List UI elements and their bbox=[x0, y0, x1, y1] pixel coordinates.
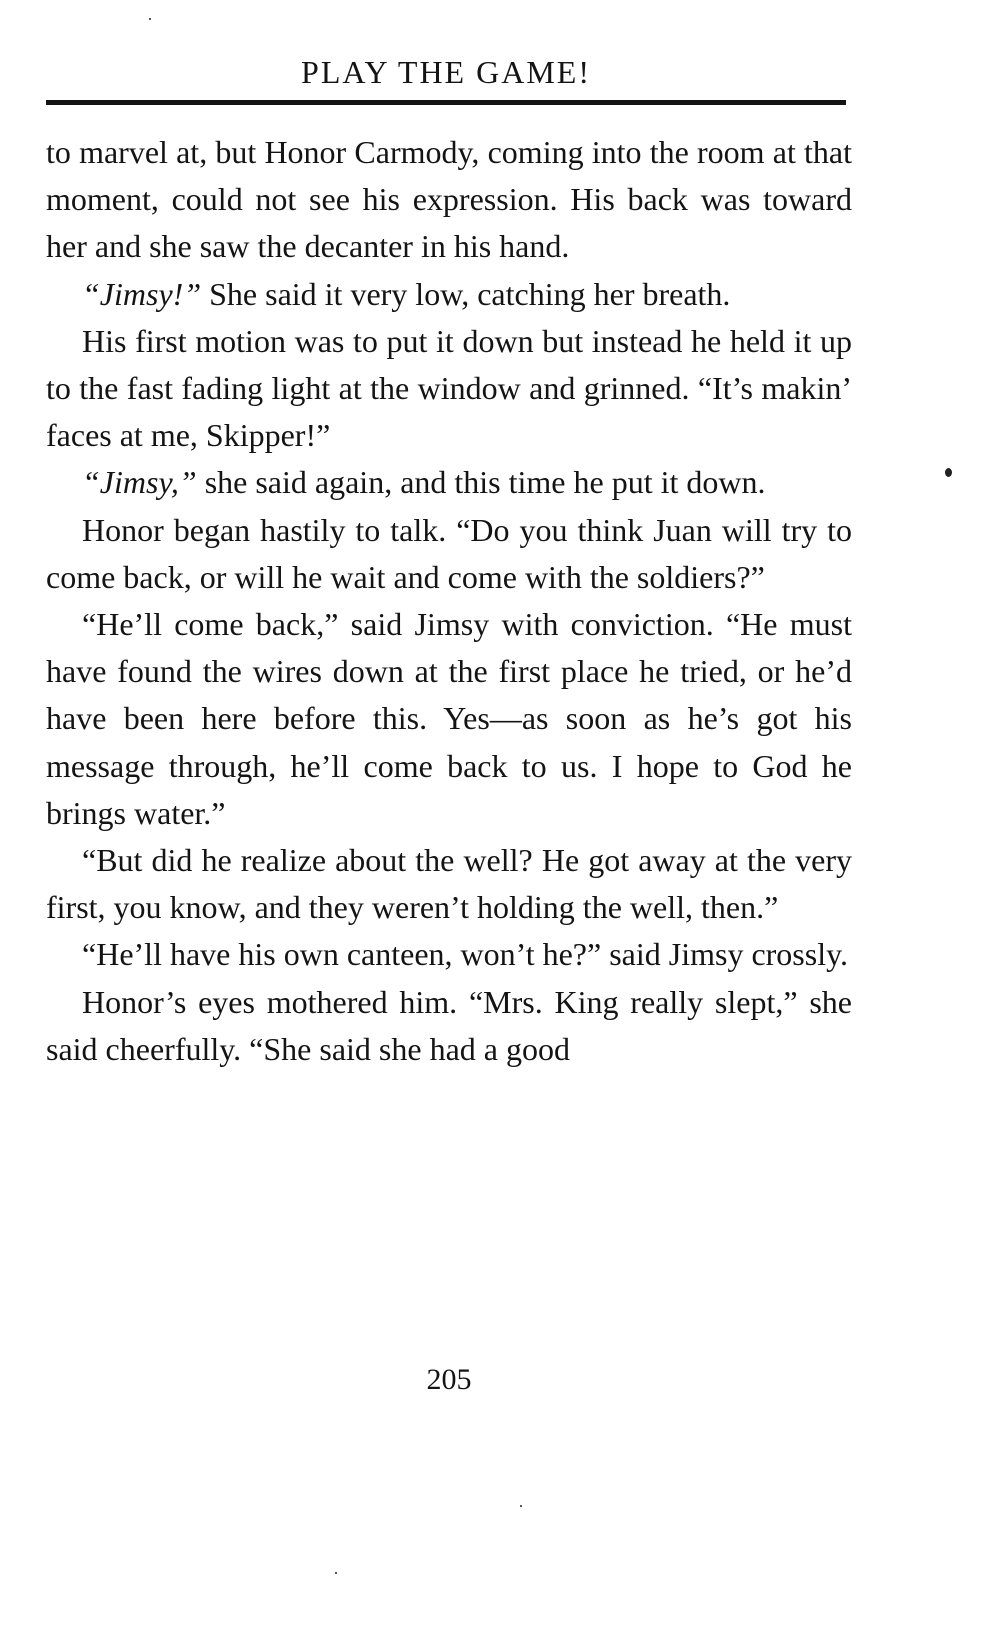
paragraph: to marvel at, but Honor Carmody, coming into the room at that moment, could not see his expression. His back was toward her and she saw the decanter in his hand. bbox=[46, 134, 852, 265]
paragraph bbox=[46, 459, 852, 506]
page-number: 205 bbox=[426, 1363, 472, 1396]
ink-speck bbox=[335, 1572, 337, 1574]
ink-speck bbox=[520, 1505, 522, 1507]
ink-speck bbox=[149, 18, 151, 20]
italic-speech: “Jimsy,” bbox=[82, 464, 197, 501]
paragraph-text: She said it very low, catching her breath. bbox=[201, 275, 731, 312]
italic-speech: “Jimsy!” bbox=[82, 275, 202, 312]
paragraph: His first motion was to put it down but instead he held it up to the fast fading light at the window and grinned. “It’s makin’ faces at me, Skipper!” bbox=[46, 322, 852, 454]
paragraph: “But did he realize about the well? He got away at the very first, you know, and they weren’t holding the well, then.” bbox=[46, 842, 852, 926]
body-text bbox=[46, 129, 852, 1073]
ink-speck bbox=[945, 468, 952, 477]
paragraph bbox=[46, 271, 852, 318]
header-rule bbox=[46, 100, 846, 105]
paragraph: Honor began hastily to talk. “Do you think Juan will try to come back, or will he wait and come with the soldiers?” bbox=[46, 511, 852, 595]
paragraph: “He’ll come back,” said Jimsy with conviction. “He must have found the wires down at the first place he tried, or he’d have been here before this. Yes—as soon as he’s got his message through, he’ll come back to us. I hope to God he brings water.” bbox=[46, 606, 852, 831]
paragraph-text: she said again, and this time he put it down. bbox=[196, 464, 766, 501]
paragraph: “He’ll have his own canteen, won’t he?” said Jimsy crossly. bbox=[82, 936, 849, 973]
running-title: PLAY THE GAME! bbox=[301, 54, 591, 90]
paragraph: Honor’s eyes mothered him. “Mrs. King really slept,” she said cheerfully. “She said she had a good bbox=[46, 983, 852, 1067]
